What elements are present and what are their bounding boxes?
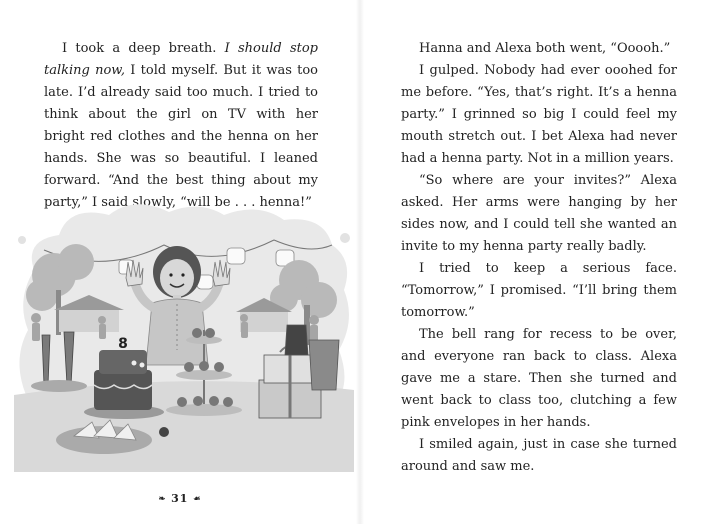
page-number [146, 492, 214, 505]
left-text-block [44, 38, 318, 214]
paragraph: I smiled again, just in case she turned around and saw me. [401, 437, 677, 474]
italic-thought: I should stop talking now, [44, 41, 318, 78]
text-run: I took a deep breath. [62, 41, 225, 56]
folio-ornament: ☙ [193, 493, 202, 503]
text-run: I told myself. But it was too late. I’d already said too much. I tried to think about the girl on TV with her bright red clothes and the henna on her hands. She was so beautiful. I leaned forward. “And the best thing about my party,” I said slowly, “will be . . . henna!” [44, 63, 318, 210]
paragraph: “So where are your invites?” Alexa asked. Her arms were hanging by her sides now, and I could tell she wanted an invite to my henna party really badly. [401, 173, 677, 254]
right-page [360, 0, 720, 524]
paragraph: Hanna and Alexa both went, “Ooooh.” [419, 41, 671, 56]
paragraph [44, 38, 318, 214]
cake-number: 8 [118, 336, 128, 352]
paragraph: I gulped. Nobody had ever ooohed for me before. “Yes, that’s right. It’s a henna party.” I grinned so big I could feel my mouth stretch out. I bet Alexa had never had a henna party. Not in a million years. [401, 63, 677, 166]
folio-ornament: ❧ [158, 493, 167, 503]
paragraph: The bell rang for recess to be over, and everyone ran back to class. Alexa gave me a stare. Then she turned and went back to class too, clutching a few pink envelopes in her hands. [401, 327, 677, 430]
page-number-text: 31 [171, 492, 189, 505]
paragraph: I tried to keep a serious face. “Tomorrow,” I promised. “I’ll bring them tomorrow.” [401, 261, 677, 320]
right-text-block [401, 38, 677, 478]
party-illustration [14, 200, 354, 472]
